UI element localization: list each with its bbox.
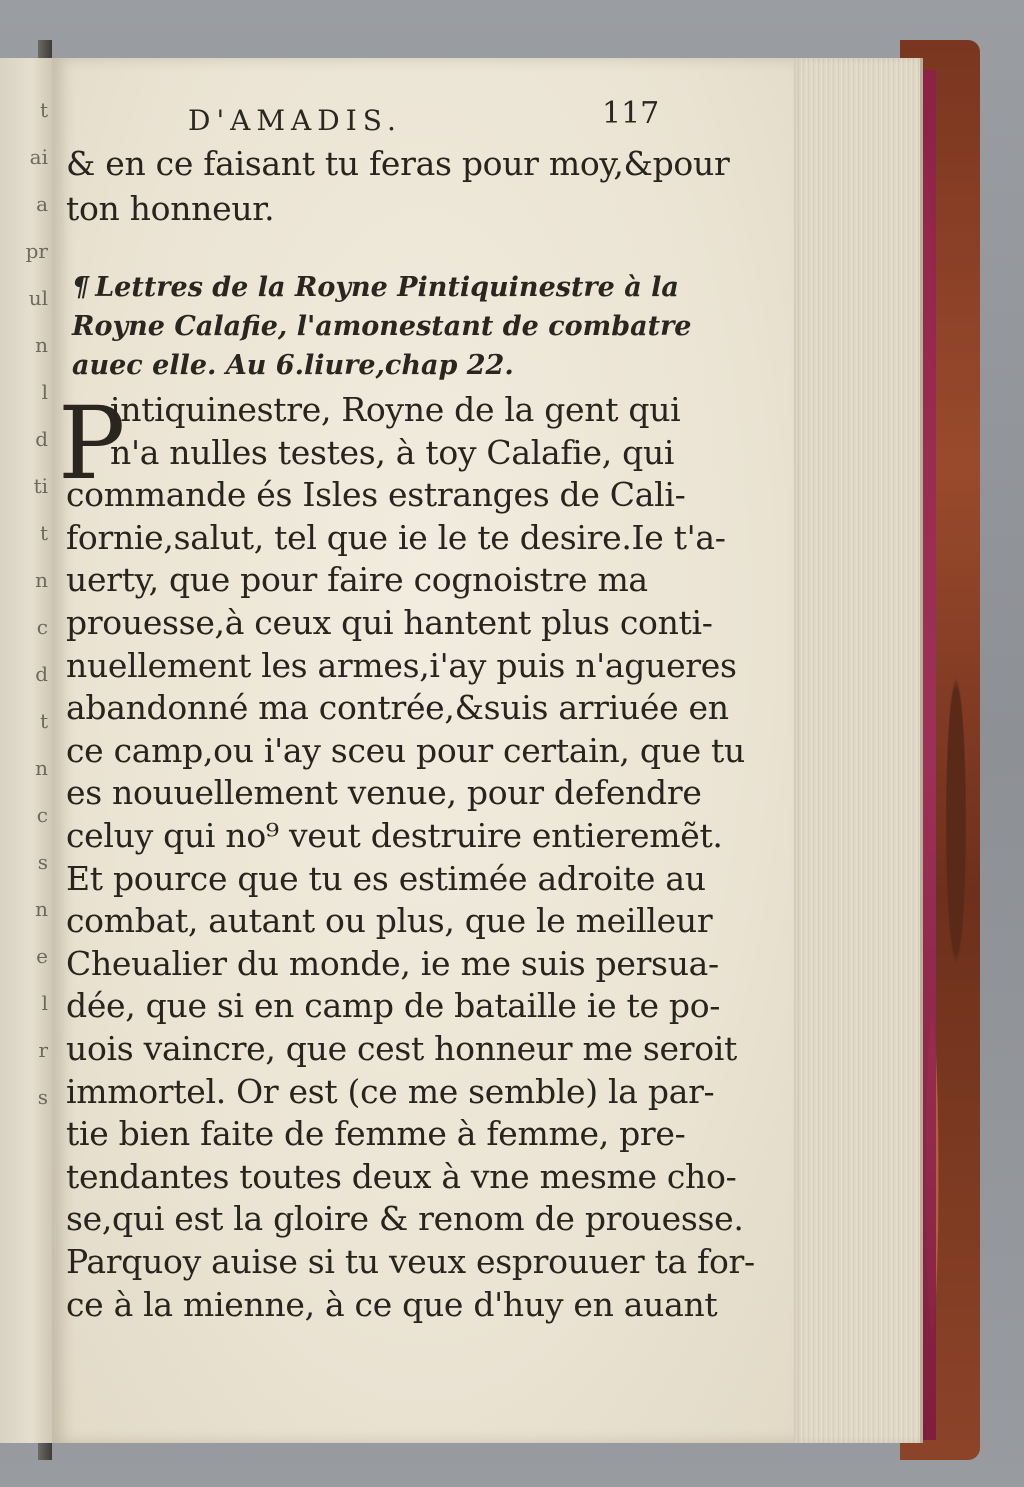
facing-page-fragment: pr	[25, 239, 48, 263]
facing-page-fragment: e	[36, 944, 48, 968]
letter-line: commande és Isles estranges de Cali-	[66, 475, 686, 515]
facing-page-fragment: d	[35, 427, 48, 451]
letter-line: intiquinestre, Royne de la gent qui	[110, 390, 681, 429]
letter-line: Et pource que tu es estimée adroite au	[66, 858, 706, 898]
letter-line: nuellement les armes,i'ay puis n'agueres	[66, 645, 737, 685]
facing-page-fragment: n	[35, 333, 48, 357]
facing-page-fragment: a	[36, 192, 48, 216]
drop-cap: P	[58, 385, 126, 502]
facing-page-fragment: n	[35, 568, 48, 592]
facing-page-fragment: s	[37, 850, 48, 874]
letter-line: abandonné ma contrée,&suis arriuée en	[66, 688, 729, 728]
letter-line: n'a nulles testes, à toy Calafie, qui	[110, 432, 675, 472]
pilcrow-mark: ¶	[72, 272, 90, 303]
facing-page-fragment: c	[36, 803, 48, 827]
facing-page-fragment: ti	[33, 474, 48, 498]
letter-line: ce camp,ou i'ay sceu pour certain, que tu	[66, 730, 745, 770]
facing-page-fragment: ai	[29, 145, 48, 169]
facing-page-fragment: l	[41, 991, 48, 1015]
facing-page-fragment: n	[35, 897, 48, 921]
letter-line: uois vaincre, que cest honneur me seroit	[66, 1029, 737, 1068]
text-line: ton honneur.	[66, 189, 275, 228]
section-heading-line-2: Royne Calafie, l'amonestant de combatre	[72, 311, 692, 342]
letter-line: Parquoy auise si tu veux esprouuer ta for-	[66, 1242, 755, 1281]
section-heading-line-1	[72, 272, 679, 303]
letter-line: Cheualier du monde, ie me suis persua-	[66, 943, 719, 983]
facing-page-fragment: l	[41, 380, 48, 404]
heading-text: Lettres de la Royne Pintiquinestre à la	[95, 272, 679, 303]
facing-page-fragment: s	[37, 1085, 48, 1109]
letter-line: celuy qui no⁹ veut destruire entieremẽt.	[66, 816, 723, 855]
letter-line: prouesse,à ceux qui hantent plus conti-	[66, 603, 713, 642]
letter-line: se,qui est la gloire & renom de prouesse.	[66, 1199, 744, 1239]
page-edges	[790, 58, 923, 1443]
letter-line: ce à la mienne, à ce que d'huy en auant	[66, 1284, 718, 1324]
facing-page-fragment: r	[38, 1038, 48, 1062]
facing-page-fragment: t	[39, 709, 48, 733]
running-head: D'AMADIS.	[188, 104, 402, 137]
letter-line: combat, autant ou plus, que le meilleur	[66, 901, 713, 941]
letter-line: uerty, que pour faire cognoistre ma	[66, 560, 648, 600]
facing-page-fragment: n	[35, 756, 48, 780]
section-heading-line-3: auec elle. Au 6.liure,chap 22.	[72, 350, 514, 381]
page-number: 117	[602, 96, 660, 131]
facing-page-fragment: t	[39, 521, 48, 545]
letter-line: es nouuellement venue, pour defendre	[66, 773, 702, 813]
facing-page-fragment: c	[36, 615, 48, 639]
facing-page-fragment: ul	[28, 286, 48, 310]
letter-line: tie bien faite de femme à femme, pre-	[66, 1114, 686, 1154]
letter-line: fornie,salut, tel que ie le te desire.Ie t'a-	[66, 517, 726, 557]
facing-page-fragment: t	[39, 98, 48, 122]
letter-line: tendantes toutes deux à vne mesme cho-	[66, 1156, 737, 1196]
facing-page-fragment: d	[35, 662, 48, 686]
letter-line: immortel. Or est (ce me semble) la par-	[66, 1071, 715, 1111]
facing-page-sliver	[0, 58, 54, 1443]
text-line: & en ce faisant tu feras pour moy,&pour	[66, 144, 730, 183]
letter-line: dée, que si en camp de bataille ie te po-	[66, 986, 721, 1026]
